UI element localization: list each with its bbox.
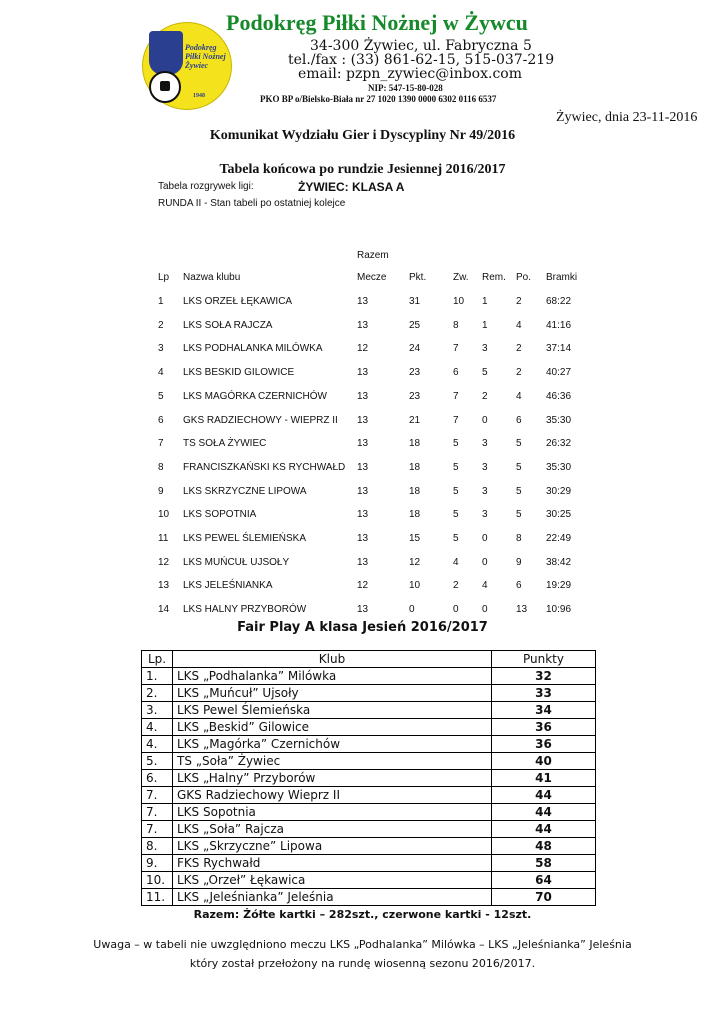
cell-wins: 5	[453, 509, 459, 521]
organization-logo	[142, 22, 232, 110]
cell-points: 21	[409, 414, 421, 426]
cell-lp: 7	[158, 438, 164, 450]
standings-row	[0, 320, 725, 336]
cell-lp: 3	[158, 343, 164, 355]
cell-lp: 9	[158, 485, 164, 497]
fair-play-row	[142, 753, 596, 770]
fair-play-row	[142, 787, 596, 804]
fp-cell-lp: 7.	[142, 804, 173, 821]
fp-cell-lp: 4.	[142, 719, 173, 736]
fp-cell-lp: 4.	[142, 736, 173, 753]
fp-cell-points: 48	[492, 838, 596, 855]
fp-cell-club: LKS „Beskid” Gilowice	[173, 719, 492, 736]
fp-cell-points: 44	[492, 787, 596, 804]
document-date: Żywiec, dnia 23-11-2016	[556, 110, 698, 125]
cell-lp: 6	[158, 414, 164, 426]
fp-cell-club: GKS Radziechowy Wieprz II	[173, 787, 492, 804]
cell-points: 12	[409, 556, 421, 568]
cell-goals: 10:96	[546, 604, 572, 616]
col-lp: Lp	[158, 272, 170, 283]
note-line-1: Uwaga – w tabeli nie uwzględniono meczu LKS „Podhalanka” Milówka – LKS „Jeleśnianka” Jeleśnia	[93, 938, 632, 951]
fp-cell-points: 40	[492, 753, 596, 770]
standings-row	[0, 486, 725, 502]
standings-row	[0, 533, 725, 549]
cell-wins: 4	[453, 556, 459, 568]
cell-draws: 2	[482, 390, 488, 402]
fair-play-header-row	[142, 651, 596, 668]
cell-lp: 1	[158, 296, 164, 307]
fp-cell-lp: 8.	[142, 838, 173, 855]
cell-points: 23	[409, 390, 421, 402]
standings-row	[0, 580, 725, 596]
cell-lp: 11	[158, 533, 169, 544]
standings-row	[0, 438, 725, 454]
cell-lp: 10	[158, 509, 170, 521]
cell-goals: 26:32	[546, 438, 572, 450]
cell-draws: 5	[482, 367, 488, 379]
cell-goals: 41:16	[546, 319, 572, 331]
fp-cell-points: 36	[492, 736, 596, 753]
cell-wins: 5	[453, 533, 459, 544]
fair-play-total: Razem: Żółte kartki – 282szt., czerwone kartki - 12szt.	[193, 908, 532, 921]
cell-wins: 7	[453, 343, 459, 355]
col-matches: Mecze	[357, 272, 387, 283]
standings-group-header	[0, 250, 725, 266]
fp-cell-club: FKS Rychwałd	[173, 855, 492, 872]
col-wins: Zw.	[453, 272, 469, 283]
col-goals: Bramki	[546, 272, 578, 283]
fp-cell-club: LKS „Halny” Przyborów	[173, 770, 492, 787]
cell-goals: 38:42	[546, 556, 572, 568]
cell-draws: 4	[482, 580, 488, 592]
cell-draws: 0	[482, 414, 488, 426]
cell-lp: 8	[158, 461, 164, 473]
cell-points: 24	[409, 343, 421, 355]
email: email: pzpn_zywiec@inbox.com	[298, 66, 522, 82]
fair-play-row	[142, 889, 596, 906]
col-losses: Po.	[516, 272, 532, 283]
cell-club: LKS HALNY PRZYBORÓW	[183, 604, 307, 616]
league-name: ŻYWIEC: KLASA A	[298, 180, 405, 194]
cell-matches: 13	[357, 461, 369, 473]
cell-losses: 5	[516, 461, 522, 473]
bank-account: PKO BP o/Bielsko-Biała nr 27 1020 1390 0000 6302 0116 6537	[260, 94, 497, 104]
cell-points: 0	[409, 604, 415, 616]
fair-play-row	[142, 702, 596, 719]
fair-play-row	[142, 719, 596, 736]
phone: tel./fax : (33) 861-62-15, 515-037-219	[288, 52, 555, 68]
fp-cell-points: 70	[492, 889, 596, 906]
cell-matches: 13	[357, 296, 369, 307]
fair-play-row	[142, 855, 596, 872]
fp-cell-club: LKS Pewel Ślemieńska	[173, 702, 492, 719]
cell-matches: 13	[357, 438, 369, 450]
cell-matches: 13	[357, 604, 369, 616]
cell-draws: 3	[482, 485, 488, 497]
cell-wins: 5	[453, 461, 459, 473]
fp-cell-club: LKS Sopotnia	[173, 804, 492, 821]
cell-club: LKS SKRZYCZNE LIPOWA	[183, 485, 307, 497]
cell-losses: 4	[516, 319, 522, 331]
cell-goals: 22:49	[546, 533, 572, 544]
fair-play-row	[142, 770, 596, 787]
fp-cell-points: 58	[492, 855, 596, 872]
cell-wins: 10	[453, 296, 465, 307]
cell-draws: 3	[482, 509, 488, 521]
standings-row	[0, 415, 725, 431]
cell-losses: 2	[516, 367, 522, 379]
cell-matches: 13	[357, 414, 369, 426]
group-header-razem: Razem	[357, 250, 389, 261]
cell-club: GKS RADZIECHOWY - WIEPRZ II	[183, 414, 338, 426]
note-line-2: który został przełożony na rundę wiosenną sezonu 2016/2017.	[189, 957, 536, 970]
cell-losses: 5	[516, 509, 522, 521]
cell-draws: 3	[482, 461, 488, 473]
col-points: Pkt.	[409, 272, 427, 283]
cell-points: 18	[409, 438, 421, 450]
fp-cell-club: LKS „Muńcuł” Ujsoły	[173, 685, 492, 702]
fair-play-row	[142, 668, 596, 685]
standings-row	[0, 604, 725, 620]
cell-wins: 8	[453, 319, 459, 331]
cell-matches: 13	[357, 319, 369, 331]
cell-matches: 13	[357, 533, 369, 544]
cell-club: TS SOŁA ŻYWIEC	[183, 438, 267, 450]
standings-row	[0, 509, 725, 525]
cell-matches: 13	[357, 509, 369, 521]
standings-row	[0, 296, 725, 312]
cell-matches: 13	[357, 556, 369, 568]
col-club: Nazwa klubu	[183, 272, 241, 283]
fp-cell-club: LKS „Podhalanka” Milówka	[173, 668, 492, 685]
logo-text: Podokręg Piłki Nożnej Żywiec	[185, 43, 226, 70]
logo-year: 1948	[193, 93, 205, 99]
fp-cell-points: 36	[492, 719, 596, 736]
cell-goals: 46:36	[546, 390, 572, 402]
standings-header	[0, 272, 725, 288]
fp-cell-lp: 10.	[142, 872, 173, 889]
league-label: Tabela rozgrywek ligi:	[158, 181, 254, 192]
fp-cell-points: 41	[492, 770, 596, 787]
fp-cell-lp: 7.	[142, 787, 173, 804]
cell-lp: 5	[158, 390, 164, 402]
fp-cell-lp: 1.	[142, 668, 173, 685]
cell-goals: 40:27	[546, 367, 572, 379]
cell-wins: 0	[453, 604, 459, 616]
cell-club: FRANCISZKAŃSKI KS RYCHWAŁD	[183, 461, 346, 473]
fp-cell-lp: 9.	[142, 855, 173, 872]
cell-wins: 2	[453, 580, 459, 592]
fair-play-row	[142, 736, 596, 753]
shield-emblem-icon	[149, 31, 183, 75]
cell-draws: 3	[482, 438, 488, 450]
fair-play-table	[141, 650, 596, 906]
fp-cell-lp: 2.	[142, 685, 173, 702]
fair-play-title: Fair Play A klasa Jesień 2016/2017	[237, 620, 488, 635]
cell-points: 23	[409, 367, 421, 379]
fp-cell-lp: 7.	[142, 821, 173, 838]
cell-lp: 13	[158, 580, 170, 592]
cell-losses: 13	[516, 604, 528, 616]
fp-cell-lp: 5.	[142, 753, 173, 770]
cell-losses: 6	[516, 414, 522, 426]
cell-draws: 1	[482, 319, 488, 331]
cell-goals: 68:22	[546, 296, 572, 307]
round-label: RUNDA II - Stan tabeli po ostatniej kolejce	[158, 198, 346, 209]
cell-matches: 12	[357, 580, 369, 592]
cell-club: LKS MAGÓRKA CZERNICHÓW	[183, 390, 327, 402]
table-title: Tabela końcowa po rundzie Jesiennej 2016/2017	[219, 162, 506, 177]
cell-club: LKS BESKID GILOWICE	[183, 367, 295, 379]
cell-wins: 5	[453, 438, 459, 450]
cell-goals: 37:14	[546, 343, 572, 355]
cell-goals: 19:29	[546, 580, 572, 592]
cell-losses: 6	[516, 580, 522, 592]
cell-losses: 2	[516, 343, 522, 355]
cell-draws: 0	[482, 556, 488, 568]
standings-row	[0, 391, 725, 407]
fp-cell-points: 34	[492, 702, 596, 719]
fp-cell-points: 44	[492, 804, 596, 821]
fair-play-row	[142, 685, 596, 702]
fp-cell-club: TS „Soła” Żywiec	[173, 753, 492, 770]
cell-wins: 5	[453, 485, 459, 497]
cell-matches: 12	[357, 343, 369, 355]
fair-play-row	[142, 804, 596, 821]
address: 34-300 Żywiec, ul. Fabryczna 5	[310, 38, 532, 54]
cell-losses: 8	[516, 533, 522, 544]
cell-matches: 13	[357, 390, 369, 402]
fp-cell-points: 64	[492, 872, 596, 889]
fair-play-row	[142, 838, 596, 855]
fair-play-row	[142, 872, 596, 889]
cell-points: 15	[409, 533, 421, 544]
cell-club: LKS PODHALANKA MILÓWKA	[183, 343, 323, 355]
communique-title: Komunikat Wydziału Gier i Dyscypliny Nr 49/2016	[209, 128, 516, 143]
cell-losses: 2	[516, 296, 522, 307]
cell-points: 10	[409, 580, 421, 592]
cell-club: LKS ORZEŁ ŁĘKAWICA	[183, 296, 293, 307]
fp-cell-lp: 11.	[142, 889, 173, 906]
col-draws: Rem.	[482, 272, 506, 283]
fp-cell-points: 44	[492, 821, 596, 838]
standings-row	[0, 367, 725, 383]
cell-points: 18	[409, 485, 421, 497]
fp-cell-club: LKS „Jeleśnianka” Jeleśnia	[173, 889, 492, 906]
cell-club: LKS SOŁA RAJCZA	[183, 319, 273, 331]
cell-goals: 30:29	[546, 485, 572, 497]
cell-draws: 1	[482, 296, 488, 307]
fp-cell-club: LKS „Soła” Rajcza	[173, 821, 492, 838]
cell-lp: 2	[158, 319, 164, 331]
fp-col-points: Punkty	[492, 651, 596, 668]
cell-matches: 13	[357, 367, 369, 379]
cell-goals: 35:30	[546, 461, 572, 473]
cell-wins: 6	[453, 367, 459, 379]
fp-cell-lp: 6.	[142, 770, 173, 787]
cell-lp: 14	[158, 604, 170, 616]
cell-lp: 12	[158, 556, 170, 568]
cell-matches: 13	[357, 485, 369, 497]
fp-col-lp: Lp.	[142, 651, 173, 668]
cell-goals: 30:25	[546, 509, 572, 521]
cell-wins: 7	[453, 414, 459, 426]
standings-row	[0, 343, 725, 359]
cell-goals: 35:30	[546, 414, 572, 426]
fp-cell-points: 33	[492, 685, 596, 702]
cell-losses: 9	[516, 556, 522, 568]
cell-points: 31	[409, 296, 421, 307]
fp-cell-points: 32	[492, 668, 596, 685]
cell-club: LKS SOPOTNIA	[183, 509, 257, 521]
cell-draws: 3	[482, 343, 488, 355]
cell-points: 18	[409, 461, 421, 473]
cell-club: LKS MUŃCUŁ UJSOŁY	[183, 556, 290, 568]
cell-lp: 4	[158, 367, 164, 379]
fp-cell-club: LKS „Magórka” Czernichów	[173, 736, 492, 753]
cell-club: LKS JELEŚNIANKA	[183, 580, 273, 592]
standings-row	[0, 557, 725, 573]
cell-draws: 0	[482, 604, 488, 616]
fp-cell-lp: 3.	[142, 702, 173, 719]
cell-losses: 5	[516, 438, 522, 450]
fair-play-row	[142, 821, 596, 838]
fp-col-club: Klub	[173, 651, 492, 668]
organization-name: Podokręg Piłki Nożnej w Żywcu	[226, 10, 528, 35]
cell-losses: 5	[516, 485, 522, 497]
cell-points: 18	[409, 509, 421, 521]
cell-wins: 7	[453, 390, 459, 402]
nip: NIP: 547-15-80-028	[368, 83, 443, 93]
standings-row	[0, 462, 725, 478]
fp-cell-club: LKS „Orzeł” Łękawica	[173, 872, 492, 889]
cell-draws: 0	[482, 533, 488, 544]
football-icon	[149, 71, 181, 103]
cell-points: 25	[409, 319, 421, 331]
cell-club: LKS PEWEL ŚLEMIEŃSKA	[183, 533, 307, 544]
cell-losses: 4	[516, 390, 522, 402]
fp-cell-club: LKS „Skrzyczne” Lipowa	[173, 838, 492, 855]
